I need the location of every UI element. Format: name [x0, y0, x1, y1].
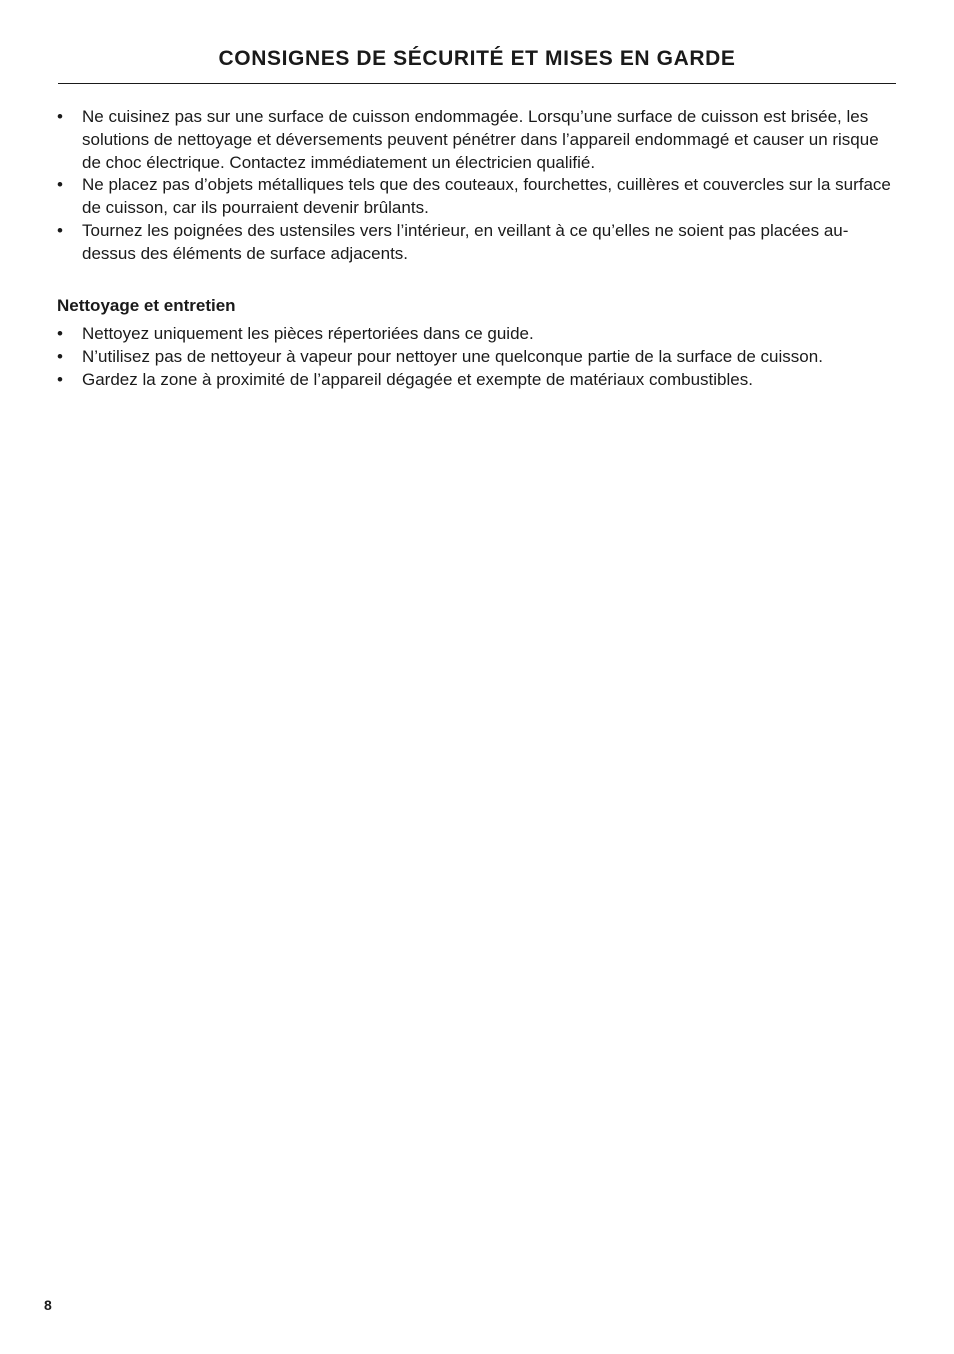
page-title: CONSIGNES DE SÉCURITÉ ET MISES EN GARDE [218, 47, 736, 70]
bullet-icon: • [57, 324, 63, 344]
list-item-text: Gardez la zone à proximité de l’appareil dégagée et exempte de matériaux combustibles. [82, 369, 753, 389]
list-item-text: N’utilisez pas de nettoyeur à vapeur pour nettoyer une quelconque partie de la surface de cuisson. [82, 347, 823, 367]
list-item-text: Ne placez pas d’objets métalliques tels que des couteaux, fourchettes, cuillères et couvercles sur la surface de cuisson, car ils pourraient devenir brûlants. [82, 175, 891, 218]
page-number: 8 [44, 1297, 52, 1313]
list-item [57, 174, 899, 220]
list-item [57, 323, 899, 346]
bullet-icon: • [57, 347, 63, 367]
list-item [57, 346, 899, 369]
title-divider [58, 83, 896, 84]
bullet-icon: • [57, 107, 63, 126]
list-item-text: Nettoyez uniquement les pièces répertoriées dans ce guide. [82, 324, 534, 344]
safety-list [57, 106, 899, 266]
list-item [57, 369, 899, 392]
section-heading-cleaning: Nettoyage et entretien [57, 295, 236, 315]
list-item-text: Ne cuisinez pas sur une surface de cuisson endommagée. Lorsqu’une surface de cuisson est brisée, les solutions de nettoyage et déversements peuvent pénétrer dans l’appareil endommagé et causer un risque de choc électrique. Contactez immédiatement un électricien qualifié. [82, 107, 879, 172]
bullet-icon: • [57, 175, 63, 195]
cleaning-list [57, 323, 899, 391]
bullet-icon: • [57, 220, 63, 240]
page-content [57, 106, 899, 392]
list-item-text: Tournez les poignées des ustensiles vers l’intérieur, en veillant à ce qu’elles ne soient pas placées au-dessus des éléments de surface adjacents. [82, 220, 849, 263]
list-item [57, 220, 899, 266]
list-item [57, 106, 899, 174]
bullet-icon: • [57, 369, 63, 389]
